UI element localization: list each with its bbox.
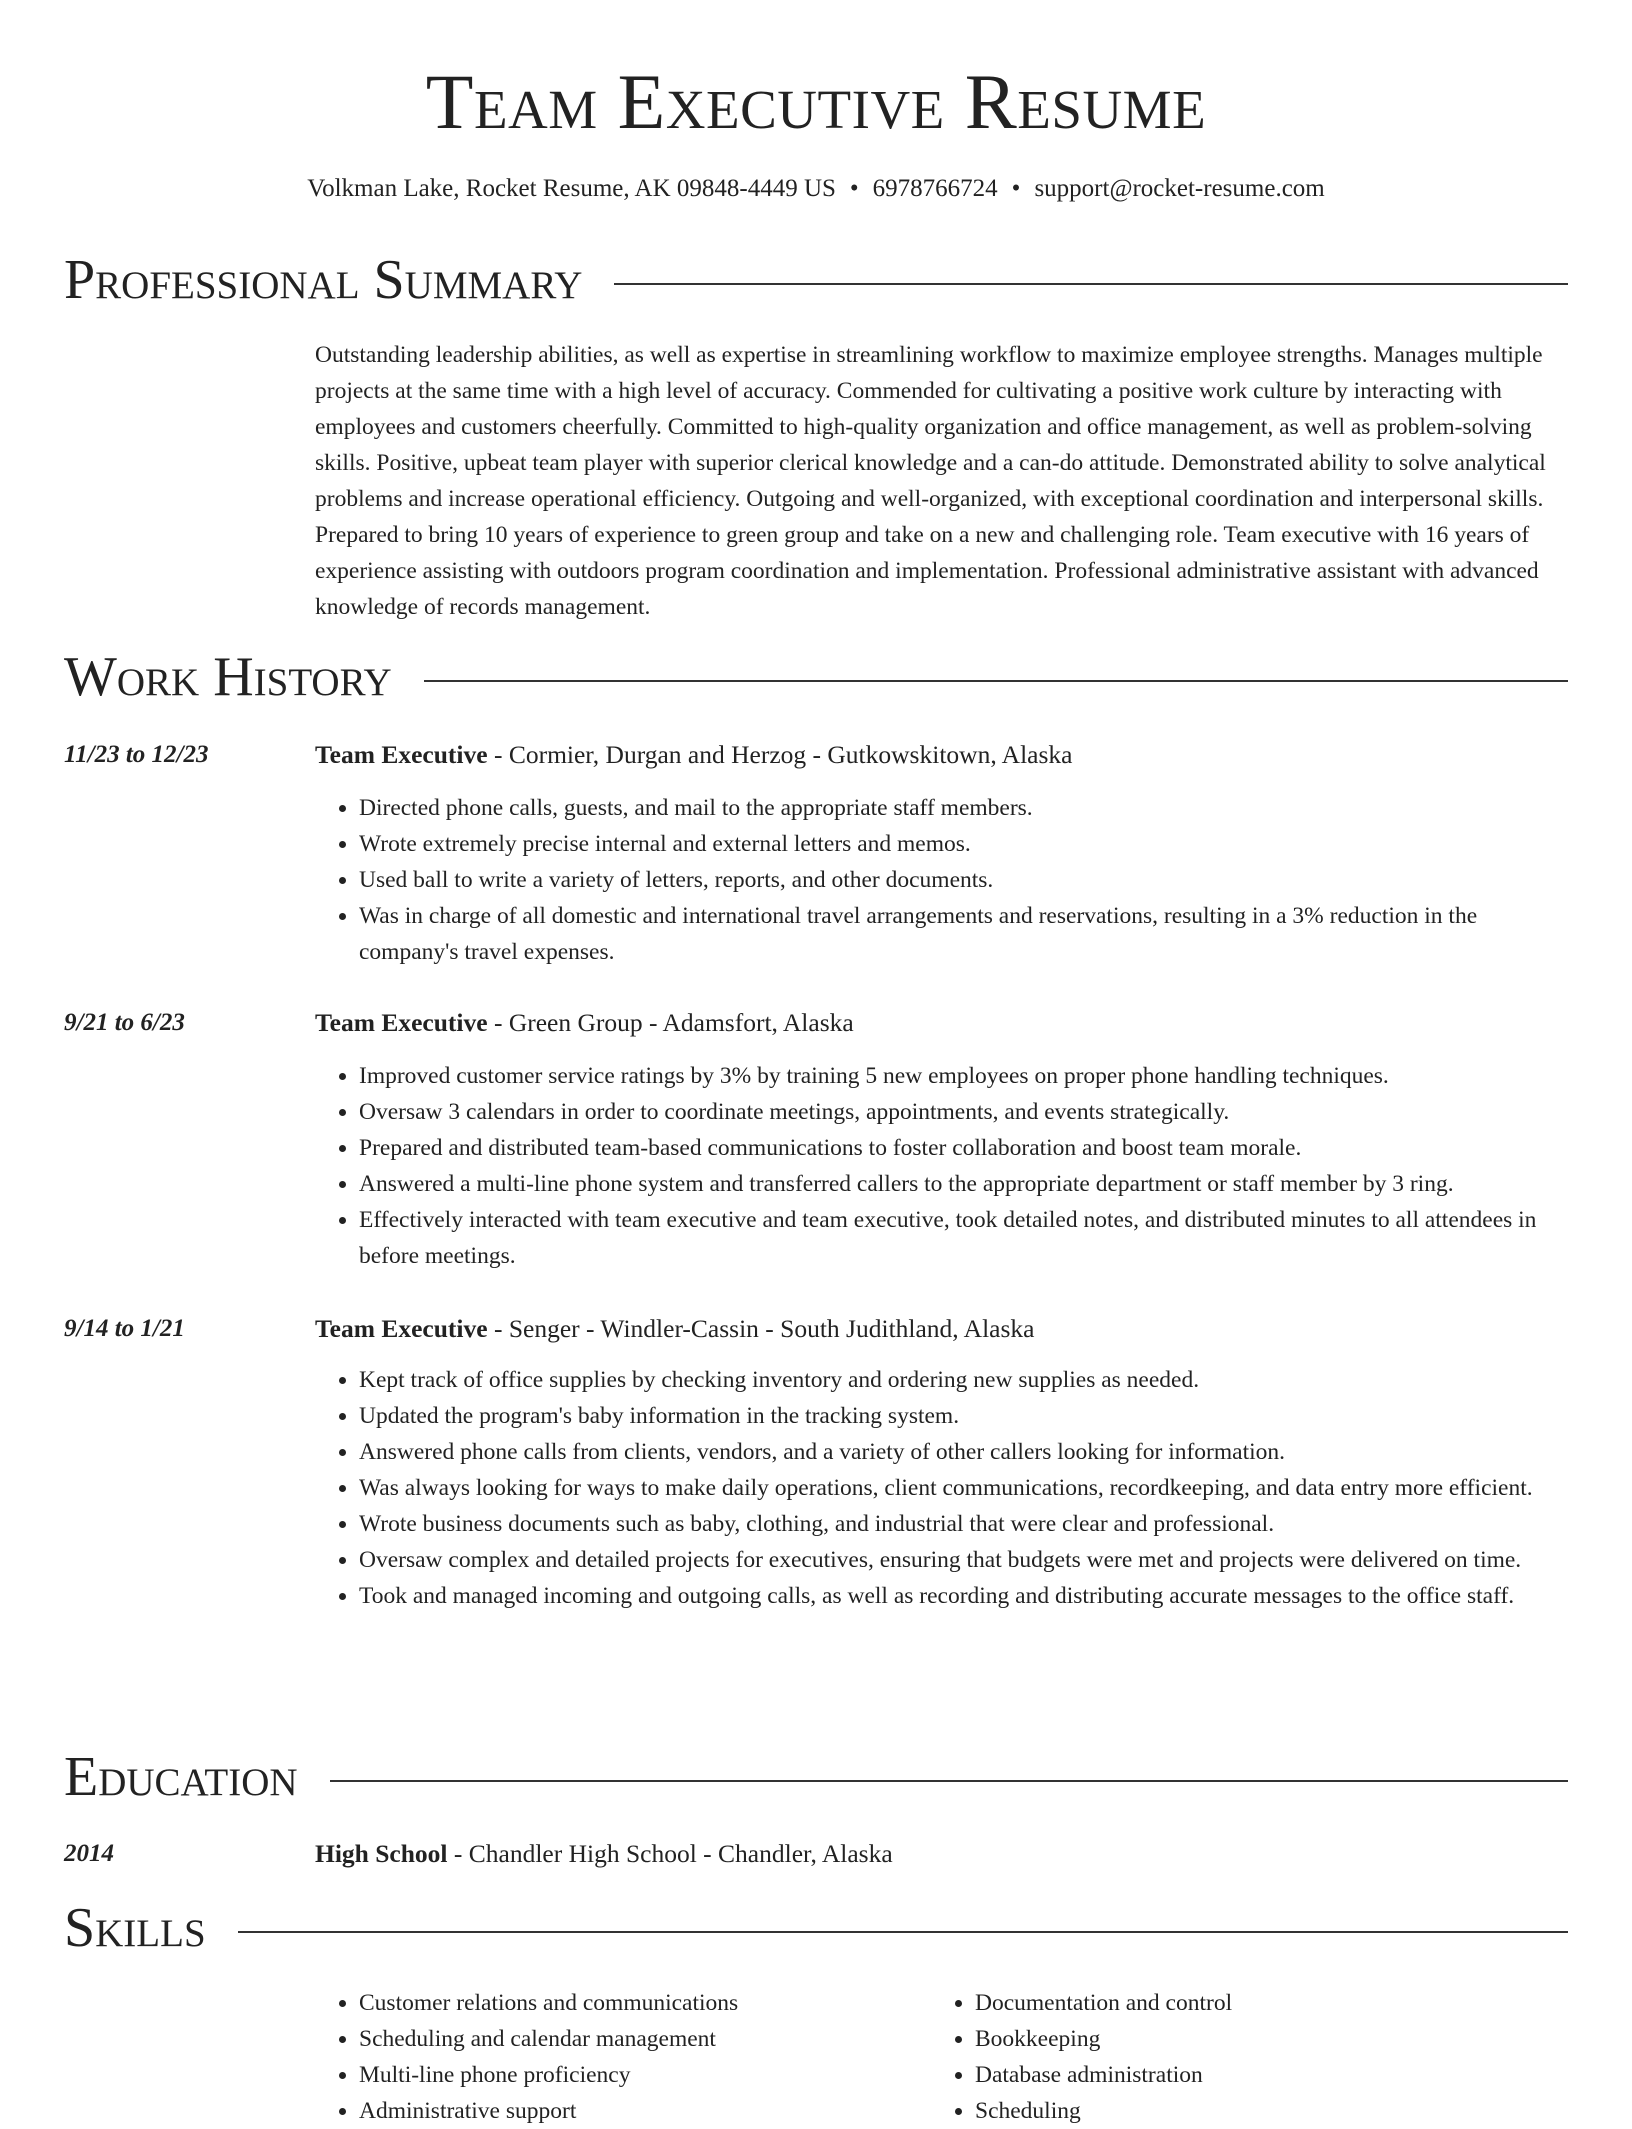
education-title: High School xyxy=(315,1839,448,1868)
contact-separator: • xyxy=(1011,175,1021,202)
skills-section-header xyxy=(64,1898,1568,1960)
skill-item: • Customer relations and communications xyxy=(359,1985,931,2021)
work-heading: Work History xyxy=(64,646,392,708)
job-bullets xyxy=(315,1362,1568,1614)
job-bullet: • Was always looking for ways to make daily operations, client communications, recordkeeping, and data entry more efficient. xyxy=(359,1470,1568,1506)
job-details: - Green Group - Adamsfort, Alaska xyxy=(487,1008,854,1037)
skills-heading: Skills xyxy=(64,1897,206,1959)
education-heading: Education xyxy=(64,1746,298,1808)
education-dates: 2014 xyxy=(64,1840,114,1867)
job-bullet: • Improved customer service ratings by 3% by training 5 new employees on proper phone handling techniques. xyxy=(359,1058,1568,1094)
summary-text: Outstanding leadership abilities, as well as expertise in streamlining workflow to maximize employee strengths. Manages multiple projects at the same time with a high level of accuracy. Commended for cultivating a positive work culture by interacting with employees and customers cheerfully. Committed to high-quality organization and office management, as well as problem-solving skills. Positive, upbeat team player with superior clerical knowledge and a can-do attitude. Demonstrated ability to solve analytical problems and increase operational efficiency. Outgoing and well-organized, with exceptional coordination and interpersonal skills. Prepared to bring 10 years of experience to green group and take on a new and challenging role. Team executive with 16 years of experience assisting with outdoors program coordination and implementation. Professional administrative assistant with advanced knowledge of records management. xyxy=(315,342,1546,620)
job-bullet: • Oversaw complex and detailed projects for executives, ensuring that budgets were met and projects were delivered on time. xyxy=(359,1542,1568,1578)
job-bullet: • Kept track of office supplies by checking inventory and ordering new supplies as needed. xyxy=(359,1362,1568,1398)
summary-heading: Professional Summary xyxy=(64,249,583,311)
job-title-line xyxy=(315,1005,854,1041)
work-section-header xyxy=(64,647,1568,709)
job-bullet: • Answered a multi-line phone system and transferred callers to the appropriate department or staff member by 3 ring. xyxy=(359,1166,1568,1202)
job-bullet: • Used ball to write a variety of letters, reports, and other documents. xyxy=(359,862,1568,898)
contact-separator: • xyxy=(849,175,859,202)
job-bullet: • Wrote business documents such as baby, clothing, and industrial that were clear and professional. xyxy=(359,1506,1568,1542)
skill-item: • Administrative support xyxy=(359,2093,931,2129)
job-bullet: • Was in charge of all domestic and international travel arrangements and reservations, resulting in a 3% reduction in the company's travel expenses. xyxy=(359,898,1568,970)
skills-list xyxy=(315,1985,1568,2129)
job-bullet: • Prepared and distributed team-based communications to foster collaboration and boost team morale. xyxy=(359,1130,1568,1166)
job-title: Team Executive xyxy=(315,740,488,769)
skill-item: • Bookkeeping xyxy=(975,2021,1547,2057)
skill-item: • Scheduling xyxy=(975,2093,1547,2129)
resume-title: Team Executive Resume xyxy=(425,58,1207,145)
job-details: - Senger - Windler-Cassin - South Judithland, Alaska xyxy=(487,1314,1035,1343)
job-bullet: • Updated the program's baby information in the tracking system. xyxy=(359,1398,1568,1434)
job-bullet: • Wrote extremely precise internal and external letters and memos. xyxy=(359,826,1568,862)
skills-column-right xyxy=(931,1985,1547,2129)
section-rule xyxy=(238,1931,1568,1933)
skill-item: • Database administration xyxy=(975,2057,1547,2093)
education-title-line xyxy=(315,1836,893,1872)
section-rule xyxy=(330,1780,1568,1782)
section-rule xyxy=(424,680,1568,682)
education-section-header xyxy=(64,1747,1568,1809)
job-bullet: • Took and managed incoming and outgoing calls, as well as recording and distributing accurate messages to the office staff. xyxy=(359,1578,1568,1614)
job-details: - Cormier, Durgan and Herzog - Gutkowskitown, Alaska xyxy=(487,740,1073,769)
section-rule xyxy=(614,283,1568,285)
job-bullets xyxy=(315,1058,1568,1274)
contact-email: support@rocket-resume.com xyxy=(1034,175,1325,202)
job-bullet: • Effectively interacted with team executive and team executive, took detailed notes, and distributed minutes to all attendees in before meetings. xyxy=(359,1202,1568,1274)
job-bullets xyxy=(315,790,1568,970)
job-title-line xyxy=(315,737,1072,773)
job-bullet: • Answered phone calls from clients, vendors, and a variety of other callers looking for information. xyxy=(359,1434,1568,1470)
skill-item: • Scheduling and calendar management xyxy=(359,2021,931,2057)
contact-address: Volkman Lake, Rocket Resume, AK 09848-4449 US xyxy=(307,175,836,202)
job-bullet: • Oversaw 3 calendars in order to coordinate meetings, appointments, and events strategically. xyxy=(359,1094,1568,1130)
job-title-line xyxy=(315,1311,1034,1347)
skill-item: • Multi-line phone proficiency xyxy=(359,2057,931,2093)
job-title: Team Executive xyxy=(315,1314,488,1343)
skill-item: • Documentation and control xyxy=(975,1985,1547,2021)
job-dates: 9/14 to 1/21 xyxy=(64,1315,185,1342)
contact-phone: 6978766724 xyxy=(872,175,998,202)
job-dates: 11/23 to 12/23 xyxy=(64,741,209,768)
contact-line xyxy=(0,174,1632,204)
education-details: - Chandler High School - Chandler, Alaska xyxy=(447,1839,893,1868)
job-title: Team Executive xyxy=(315,1008,488,1037)
job-dates: 9/21 to 6/23 xyxy=(64,1009,185,1036)
skills-column-left xyxy=(315,1985,931,2129)
summary-section-header xyxy=(64,250,1568,312)
job-bullet: • Directed phone calls, guests, and mail to the appropriate staff members. xyxy=(359,790,1568,826)
